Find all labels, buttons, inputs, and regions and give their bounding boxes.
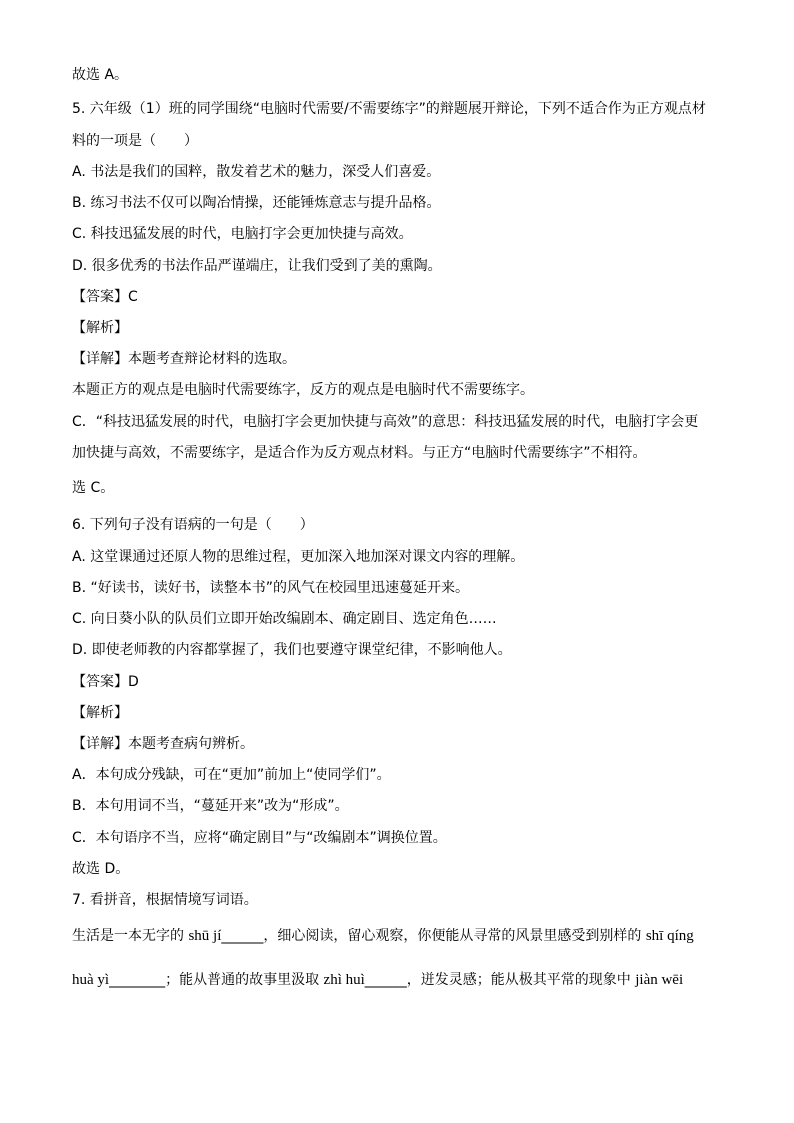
question-5-explanation: 本题正方的观点是电脑时代需要练字，反方的观点是电脑时代不需要练字。	[72, 382, 534, 398]
pinyin-prompt: zhì huì	[323, 972, 365, 988]
question-5-option-b: B. 练习书法不仅可以陶冶情操，还能锤炼意志与提升品格。	[72, 195, 441, 211]
pinyin-prompt: shī qíng	[645, 928, 694, 944]
question-6-detail: 【详解】本题考查病句辨析。	[72, 736, 254, 752]
question-5-stem: 5. 六年级（1）班的同学围绕“电脑时代需要/不需要练字”的辩题展开辩论，下列不适合作为正方观点材	[72, 101, 706, 117]
passage-text: ，迸发灵感；能从极其平常的现象中	[406, 972, 636, 988]
answer-blank[interactable]: ______	[364, 972, 407, 988]
question-6-explanation-a: A．本句成分残缺，可在“更加”前加上“使同学们”。	[72, 767, 391, 783]
answer-blank[interactable]: ________	[109, 972, 166, 988]
question-7-passage-line-2	[72, 971, 732, 989]
question-6-analysis-label: 【解析】	[72, 705, 128, 721]
question-6-answer: 【答案】D	[72, 674, 139, 690]
question-6-option-b: B. “好读书，读好书，读整本书”的风气在校园里迅速蔓延开来。	[72, 580, 470, 596]
passage-text: ；能从普通的故事里汲取	[165, 972, 324, 988]
question-6-explanation-c: C．本句语序不当，应将“确定剧目”与“改编剧本”调换位置。	[72, 830, 447, 846]
question-6-stem: 6. 下列句子没有语病的一句是（ ）	[72, 517, 314, 533]
question-7-passage-line-1	[72, 927, 732, 945]
pinyin-prompt: shū jí	[188, 928, 222, 944]
question-5-explanation-c: C．“科技迅猛发展的时代，电脑打字会更加快捷与高效”的意思：科技迅猛发展的时代，电脑打字会更	[72, 414, 699, 430]
question-5-option-d: D. 很多优秀的书法作品严谨端庄，让我们受到了美的熏陶。	[72, 258, 442, 274]
question-7-stem: 7. 看拼音，根据情境写词语。	[72, 892, 258, 908]
question-5-stem-cont: 料的一项是（ ）	[72, 133, 198, 149]
passage-text: ，细心阅读，留心观察，你便能从寻常的风景里感受到别样的	[263, 928, 646, 944]
pinyin-prompt: huà yì	[72, 972, 110, 988]
answer-blank[interactable]: ______	[221, 928, 264, 944]
question-5-detail: 【详解】本题考查辩论材料的选取。	[72, 351, 296, 367]
question-6-explanation-b: B．本句用词不当，“蔓延开来”改为“形成”。	[72, 798, 349, 814]
question-5-analysis-label: 【解析】	[72, 320, 128, 336]
question-5-option-c: C. 科技迅猛发展的时代，电脑打字会更加快捷与高效。	[72, 226, 413, 242]
question-6-option-a: A. 这堂课通过还原人物的思维过程，更加深入地加深对课文内容的理解。	[72, 549, 525, 565]
question-5-explanation-c-cont: 加快捷与高效，不需要练字，是适合作为反方观点材料。与正方“电脑时代需要练字”不相符。	[72, 445, 647, 461]
question-6-option-c: C. 向日葵小队的队员们立即开始改编剧本、确定剧目、选定角色……	[72, 611, 497, 627]
pinyin-prompt: jiàn wēi	[635, 972, 684, 988]
question-5-answer: 【答案】C	[72, 289, 138, 305]
passage-text: 生活是一本无字的	[72, 928, 189, 944]
answer-choice-line: 故选 A。	[72, 67, 129, 83]
question-5-choice: 选 C。	[72, 480, 115, 496]
question-6-option-d: D. 即使老师教的内容都掌握了，我们也要遵守课堂纪律，不影响他人。	[72, 642, 512, 658]
question-6-choice: 故选 D。	[72, 861, 130, 877]
question-5-option-a: A. 书法是我们的国粹，散发着艺术的魅力，深受人们喜爱。	[72, 164, 441, 180]
